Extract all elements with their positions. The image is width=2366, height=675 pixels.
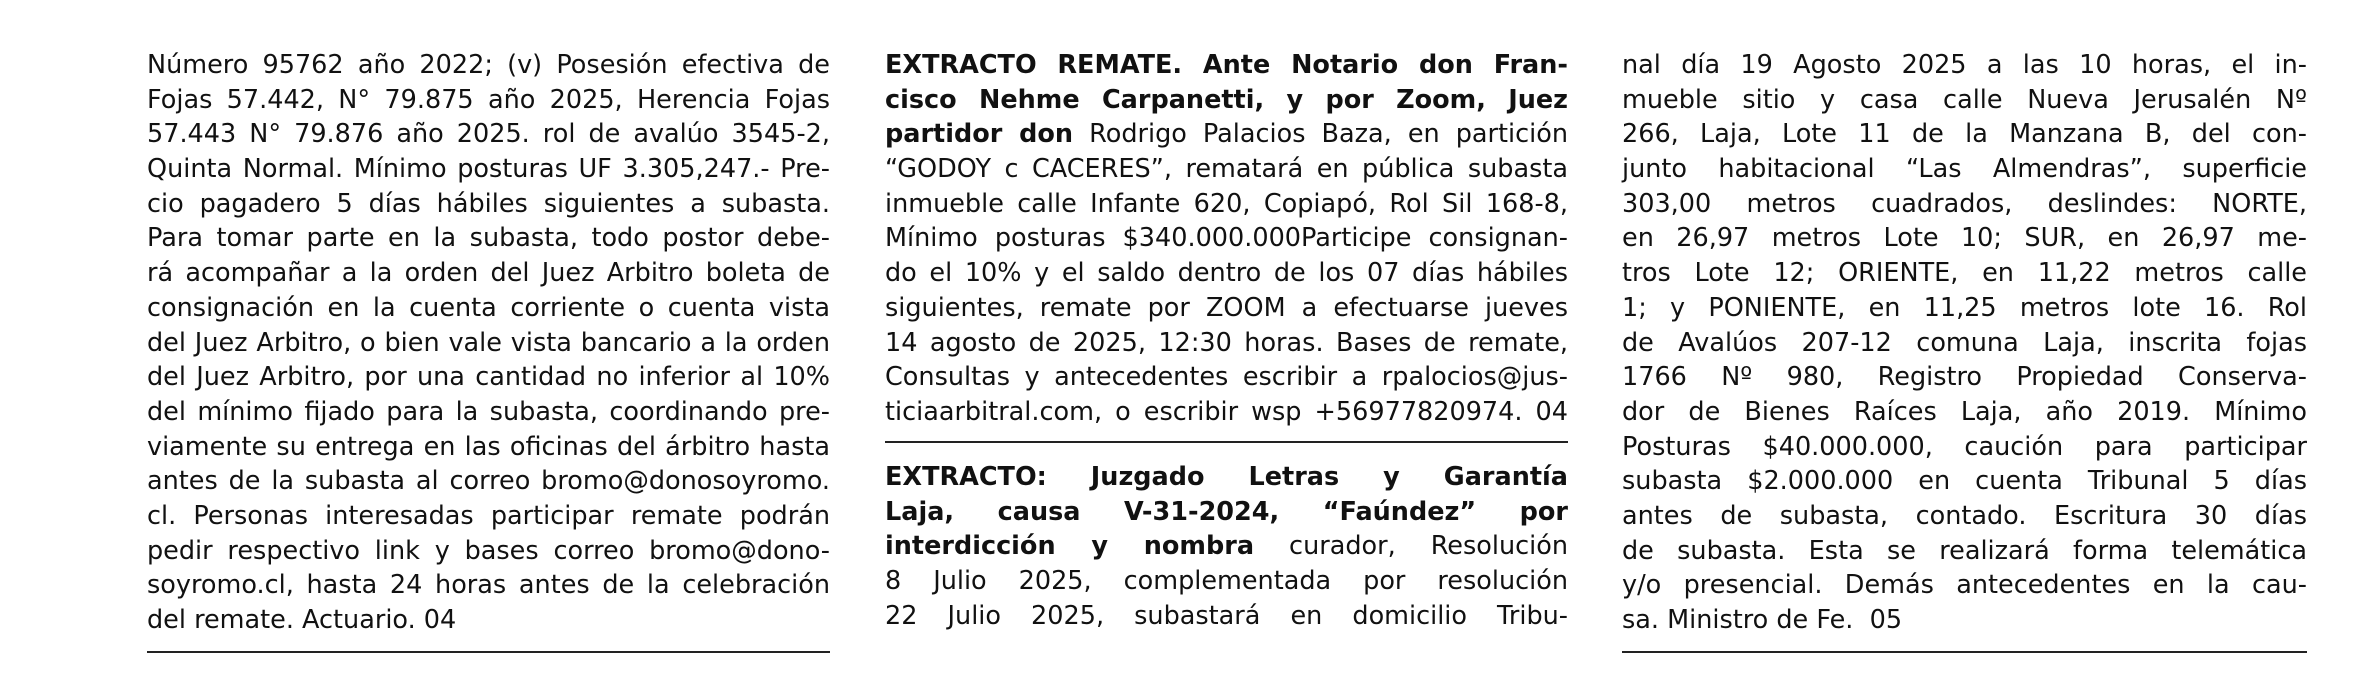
text-line: 8 Julio 2025, complementada por resolución [885,566,1568,597]
text-line: 303,00 metros cuadrados, deslindes: NORTE, [1622,188,2307,219]
notice-column-2-second [885,460,1568,633]
text-line: 57.443 N° 79.876 año 2025. rol de avalúo 3545-2, [147,119,830,150]
text-line: consignación en la cuenta corriente o cuenta vista [147,292,830,323]
column-3-divider [1622,651,2307,653]
text-line: sa. Ministro de Fe. 05 [1622,605,1903,635]
text-line: soyromo.cl, hasta 24 horas antes de la celebración [147,570,830,601]
text-line: Número 95762 año 2022; (v) Posesión efectiva de [147,50,830,80]
text-line: Consultas y antecedentes escribir a rpalocios@jus- [885,362,1568,393]
notice-column-3 [1622,48,2307,638]
notice-heading-lead: partidor don [885,119,1074,150]
text-line: cio pagadero 5 días hábiles siguientes a subasta. [147,188,830,219]
text-line: do el 10% y el saldo dentro de los 07 días hábiles [885,258,1568,289]
text-line: mueble sitio y casa calle Nueva Jerusalén Nº [1622,84,2307,115]
text-line: nal día 19 Agosto 2025 a las 10 horas, el in- [1622,50,2307,80]
text-line: 1766 Nº 980, Registro Propiedad Conserva- [1622,362,2307,393]
notice-column-2 [885,48,1568,430]
text-line: Mínimo posturas $340.000.000Participe consignan- [885,223,1568,254]
text-line: viamente su entrega en las oficinas del árbitro hasta [147,431,830,462]
notice-heading-line: EXTRACTO: Juzgado Letras y Garantía [885,462,1568,492]
notice-heading-line: Laja, causa V-31-2024, “Faúndez” por [885,496,1568,527]
text-fragment: curador, Resolución [1254,531,1568,562]
text-line [885,529,1568,564]
text-line: Para tomar parte en la subasta, todo postor debe- [147,223,830,254]
notice-column-1 [147,48,830,638]
notice-heading-line: EXTRACTO REMATE. Ante Notario don Fran- [885,50,1568,80]
text-line: del Juez Arbitro, o bien vale vista bancario a la orden [147,327,830,358]
text-line: 266, Laja, Lote 11 de la Manzana B, del con- [1622,119,2307,150]
text-line: del remate. Actuario. 04 [147,605,457,635]
notice-heading-line: cisco Nehme Carpanetti, y por Zoom, Juez [885,84,1568,115]
text-line: “GODOY c CACERES”, rematará en pública subasta [885,154,1568,185]
text-line: subasta $2.000.000 en cuenta Tribunal 5 días [1622,466,2307,497]
text-line: del mínimo fijado para la subasta, coordinando pre- [147,396,830,427]
text-line: de Avalúos 207-12 comuna Laja, inscrita fojas [1622,327,2307,358]
text-line: antes de la subasta al correo bromo@donosoyromo. [147,466,830,497]
text-line: rá acompañar a la orden del Juez Arbitro boleta de [147,258,830,289]
text-line: cl. Personas interesadas participar remate podrán [147,500,830,531]
text-line: Quinta Normal. Mínimo posturas UF 3.305,247.- Pre- [147,154,830,185]
text-line: del Juez Arbitro, por una cantidad no inferior al 10% [147,362,830,393]
text-line: Fojas 57.442, N° 79.875 año 2025, Herencia Fojas [147,84,830,115]
text-line: dor de Bienes Raíces Laja, año 2019. Mínimo [1622,396,2307,427]
text-line: 14 agosto de 2025, 12:30 horas. Bases de remate, [885,327,1568,358]
text-line: pedir respectivo link y bases correo bromo@dono- [147,535,830,566]
text-fragment: Rodrigo Palacios Baza, en partición [1073,119,1568,150]
text-line: inmueble calle Infante 620, Copiapó, Rol Sil 168-8, [885,188,1568,219]
notice-divider [885,441,1568,443]
text-line: Posturas $40.000.000, caución para participar [1622,431,2307,462]
text-line: tros Lote 12; ORIENTE, en 11,22 metros calle [1622,258,2307,289]
text-line: en 26,97 metros Lote 10; SUR, en 26,97 me- [1622,223,2307,254]
text-line: y/o presencial. Demás antecedentes en la cau- [1622,570,2307,601]
text-line: de subasta. Esta se realizará forma telemática [1622,535,2307,566]
text-line [885,117,1568,152]
text-line: 22 Julio 2025, subastará en domicilio Tribu- [885,600,1568,631]
column-1-divider [147,651,830,653]
text-line: 1; y PONIENTE, en 11,25 metros lote 16. Rol [1622,292,2307,323]
notice-heading-lead: interdicción y nombra [885,531,1255,562]
text-line: antes de subasta, contado. Escritura 30 días [1622,500,2307,531]
text-line: ticiaarbitral.com, o escribir wsp +56977820974. 04 [885,396,1568,427]
text-line: siguientes, remate por ZOOM a efectuarse jueves [885,292,1568,323]
text-line: junto habitacional “Las Almendras”, superficie [1622,154,2307,185]
